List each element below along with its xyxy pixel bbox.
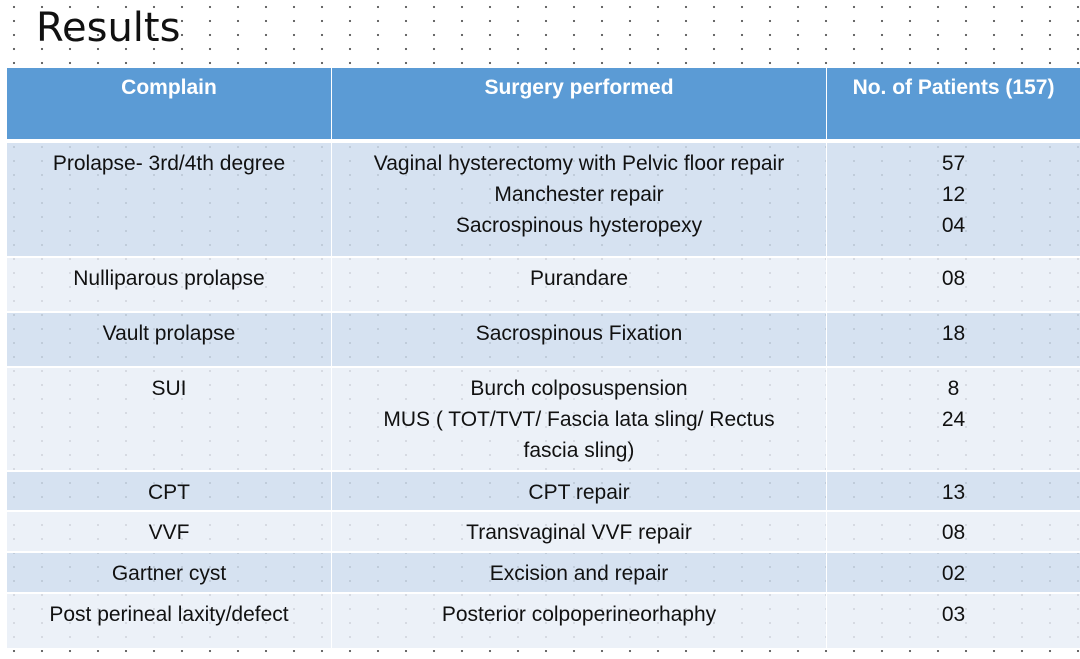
surgery-cell [331, 143, 826, 258]
header-surgery-performed: Surgery performed [331, 68, 826, 143]
surgery-line: Transvaginal VVF repair [466, 521, 692, 544]
surgery-line: Vaginal hysterectomy with Pelvic floor repair [373, 152, 785, 175]
surgery-cell [331, 553, 826, 594]
surgery-line: Sacrospinous hysteropexy [455, 214, 703, 237]
patients-cell [826, 368, 1080, 472]
complain-cell: SUI [7, 368, 331, 472]
complain-cell: Prolapse- 3rd/4th degree [7, 143, 331, 258]
patients-cell [826, 313, 1080, 368]
complain-cell: VVF [7, 512, 331, 553]
patients-cell [826, 553, 1080, 594]
complain-cell: Post perineal laxity/defect [7, 594, 331, 650]
table-row [7, 472, 1080, 512]
surgery-cell [331, 594, 826, 650]
table-row [7, 553, 1080, 594]
complain-cell: Nulliparous prolapse [7, 258, 331, 313]
patients-cell [826, 258, 1080, 313]
complain-cell: Gartner cyst [7, 553, 331, 594]
surgery-line: Sacrospinous Fixation [475, 322, 683, 345]
table-row [7, 258, 1080, 313]
patients-count: 57 [941, 152, 966, 175]
surgery-line: MUS ( TOT/TVT/ Fascia lata sling/ Rectus fascia sling) [383, 408, 775, 462]
patients-count: 04 [941, 214, 966, 237]
table-row [7, 594, 1080, 650]
complain-cell: Vault prolapse [7, 313, 331, 368]
patients-count: 18 [941, 322, 966, 345]
patients-cell [826, 512, 1080, 553]
surgery-cell [331, 313, 826, 368]
surgery-line: Purandare [529, 267, 629, 290]
patients-count: 03 [941, 603, 966, 626]
page-title: Results [36, 5, 181, 51]
results-table [7, 68, 1080, 650]
table-row [7, 143, 1080, 258]
surgery-cell [331, 512, 826, 553]
table-row [7, 368, 1080, 472]
patients-cell [826, 472, 1080, 512]
patients-count: 12 [941, 183, 966, 206]
surgery-line: Burch colposuspension [470, 377, 688, 400]
table-row [7, 313, 1080, 368]
table-header-row [7, 68, 1080, 143]
complain-cell: CPT [7, 472, 331, 512]
patients-count: 08 [941, 521, 966, 544]
header-no-of-patients: No. of Patients (157) [826, 68, 1080, 143]
patients-cell [826, 143, 1080, 258]
table-row [7, 512, 1080, 553]
patients-count: 02 [941, 562, 966, 585]
surgery-line: CPT repair [528, 481, 630, 504]
patients-count: 08 [941, 267, 966, 290]
header-complain: Complain [7, 68, 331, 143]
surgery-line: Excision and repair [489, 562, 669, 585]
surgery-cell [331, 258, 826, 313]
patients-cell [826, 594, 1080, 650]
surgery-line: Manchester repair [494, 183, 664, 206]
surgery-cell [331, 472, 826, 512]
patients-count: 24 [941, 408, 966, 431]
patients-count: 8 [947, 377, 960, 400]
patients-count: 13 [941, 481, 966, 504]
surgery-line: Posterior colpoperineorhaphy [441, 603, 717, 626]
surgery-cell [331, 368, 826, 472]
